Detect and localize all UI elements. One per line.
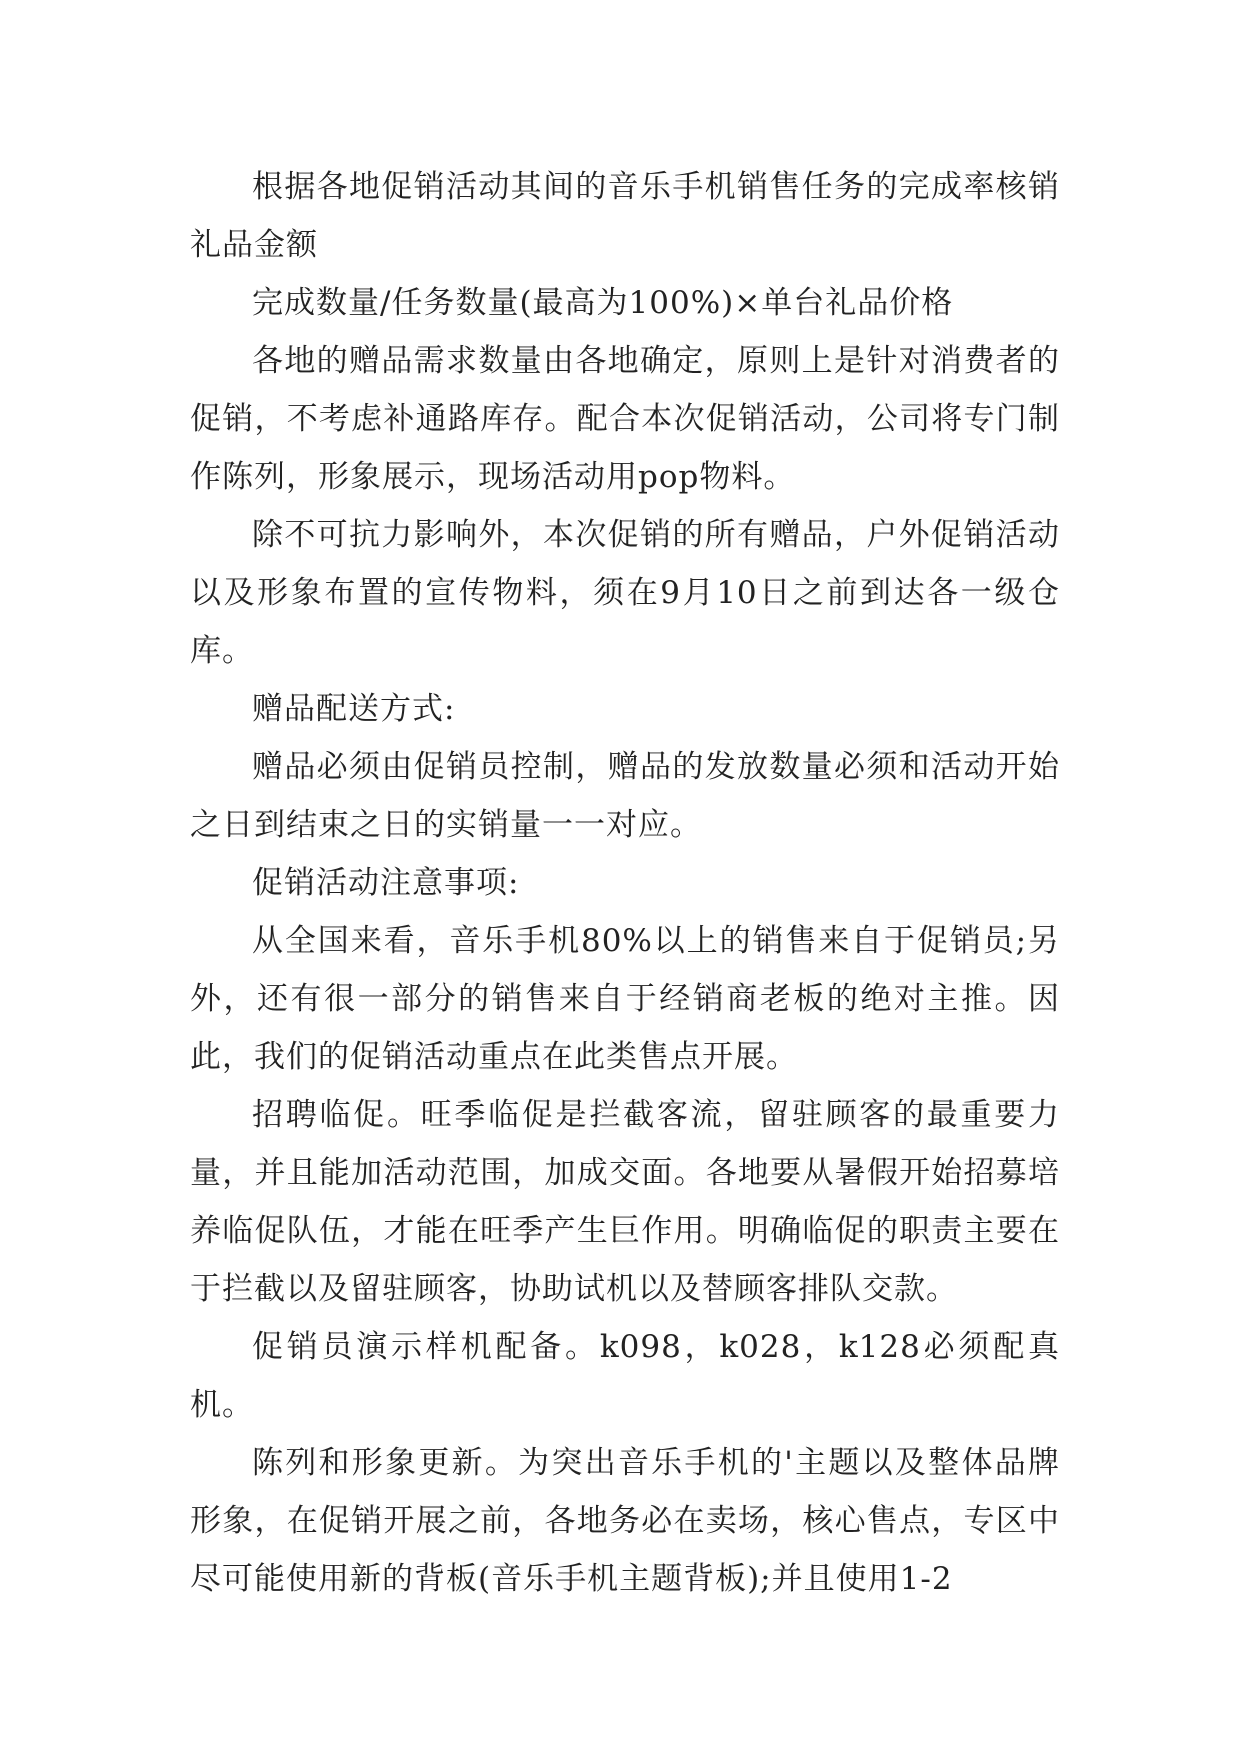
paragraph-sales-source: 从全国来看，音乐手机80%以上的销售来自于促销员;另外，还有很一部分的销售来自于经销商老板的绝对主推。因此，我们的促销活动重点在此类售点开展。 — [190, 923, 1060, 1075]
document-body — [190, 158, 1060, 1608]
paragraph-demo-phones: 促销员演示样机配备。k098，k028，k128必须配真机。 — [190, 1329, 1060, 1423]
paragraph-gift-control: 赠品必须由促销员控制，赠品的发放数量必须和活动开始之日到结束之日的实销量一一对应。 — [190, 749, 1060, 843]
paragraph-formula: 完成数量/任务数量(最高为100%)×单台礼品价格 — [252, 285, 954, 321]
paragraph-temp-promoters: 招聘临促。旺季临促是拦截客流，留驻顾客的最重要力量，并且能加活动范围，加成交面。各地要从暑假开始招募培养临促队伍，才能在旺季产生巨作用。明确临促的职责主要在于拦截以及留驻顾客，协助试机以及替顾客排队交款。 — [190, 1097, 1060, 1307]
paragraph-gift-demand: 各地的赠品需求数量由各地确定，原则上是针对消费者的促销，不考虑补通路库存。配合本次促销活动，公司将专门制作陈列，形象展示，现场活动用pop物料。 — [190, 343, 1060, 495]
paragraph-delivery-deadline: 除不可抗力影响外，本次促销的所有赠品，户外促销活动以及形象布置的宣传物料，须在9月10日之前到达各一级仓库。 — [190, 517, 1060, 669]
paragraph-display-update: 陈列和形象更新。为突出音乐手机的'主题以及整体品牌形象，在促销开展之前，各地务必在卖场，核心售点，专区中尽可能使用新的背板(音乐手机主题背板);并且使用1-2 — [190, 1445, 1060, 1597]
heading-delivery-method: 赠品配送方式: — [252, 691, 456, 727]
heading-precautions: 促销活动注意事项: — [252, 865, 520, 901]
paragraph-gift-amount: 根据各地促销活动其间的音乐手机销售任务的完成率核销礼品金额 — [190, 169, 1060, 263]
